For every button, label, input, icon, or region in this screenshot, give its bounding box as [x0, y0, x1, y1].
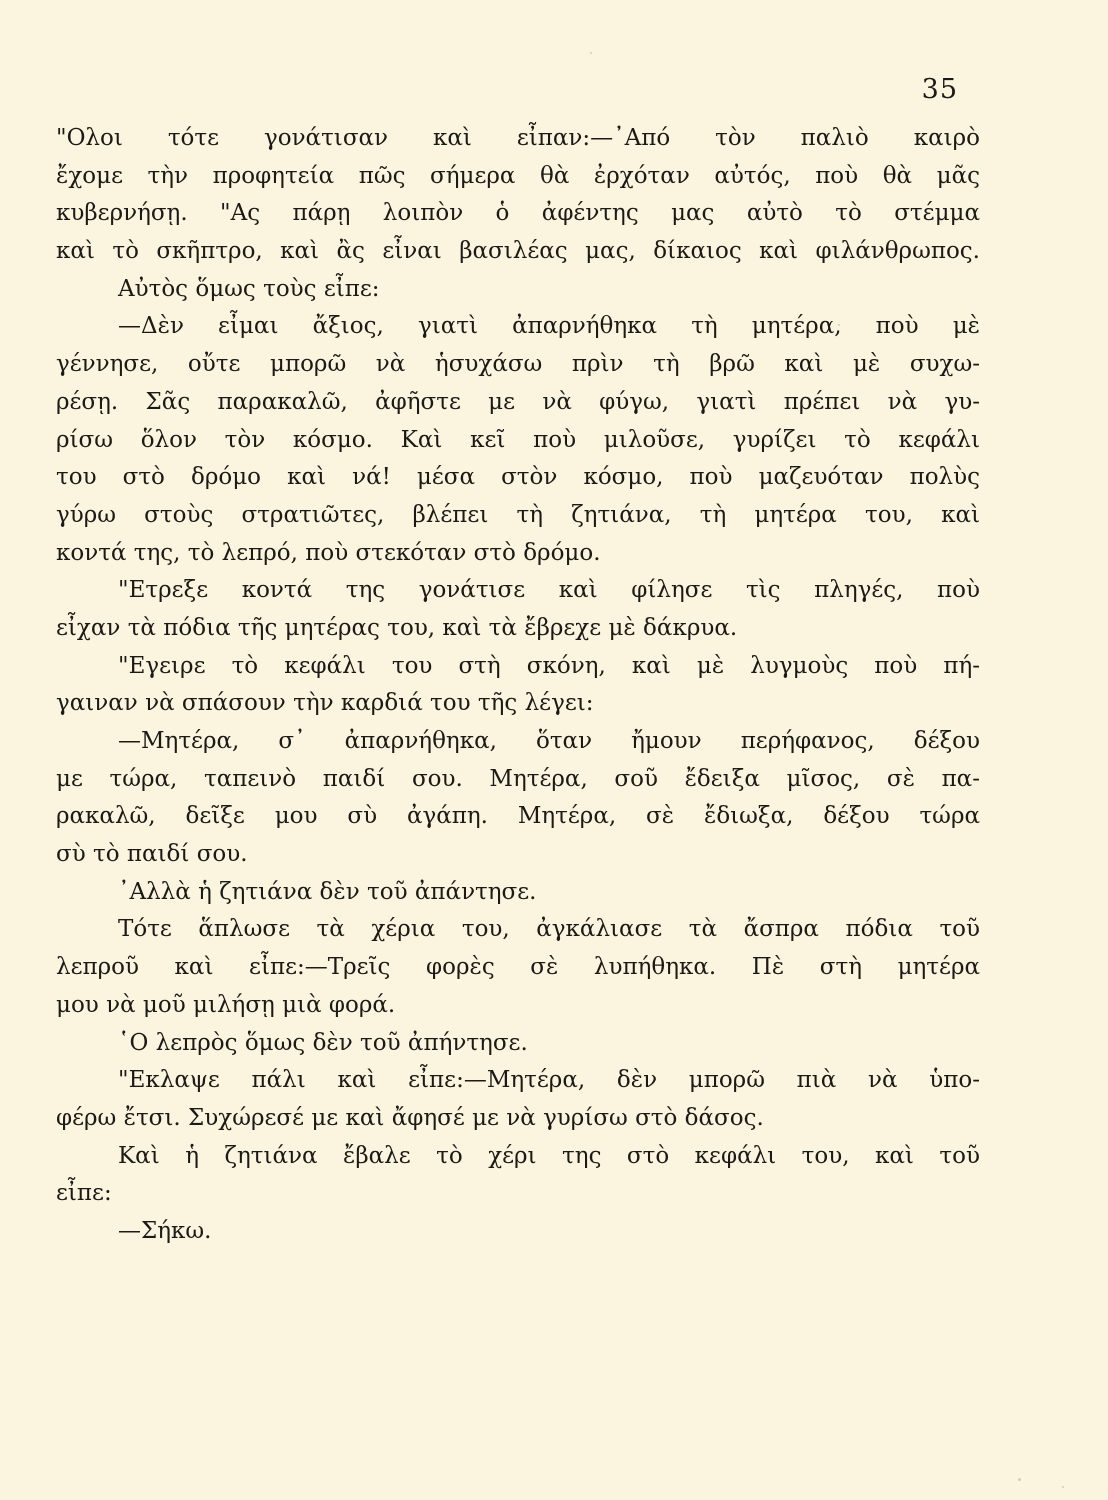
text-line: "Εκλαψε πάλι καὶ εἶπε:—Μητέρα, δὲν μπορῶ πιὰ νὰ ὑπο-	[118, 1067, 980, 1094]
text-line: γύρω στοὺς στρατιῶτες, βλέπει τὴ ζητιάνα, τὴ μητέρα του, καὶ	[56, 501, 980, 528]
text-line: "Ολοι τότε γονάτισαν καὶ εἶπαν:—᾿Από τὸν παλιὸ καιρὸ	[56, 125, 980, 151]
text-line: λεπροῦ καὶ εἶπε:—Τρεῖς φορὲς σὲ λυπήθηκα. Πὲ στὴ μητέρα	[56, 954, 980, 981]
text-line: εἶχαν τὰ πόδια τῆς μητέρας του, καὶ τὰ ἔβρεχε μὲ δάκρυα.	[56, 614, 738, 641]
paper-speck	[590, 52, 592, 54]
text-line: καὶ τὸ σκῆπτρο, καὶ ἂς εἶναι βασιλέας μας, δίκαιος καὶ φιλάνθρωπος.	[56, 238, 980, 265]
text-line: Καὶ ἡ ζητιάνα ἔβαλε τὸ χέρι της στὸ κεφάλι του, καὶ τοῦ	[118, 1142, 980, 1169]
text-line: σὺ τὸ παιδί σου.	[56, 841, 248, 868]
body-text	[56, 120, 980, 1251]
text-line: —Δὲν εἶμαι ἄξιος, γιατὶ ἀπαρνήθηκα τὴ μητέρα, ποὺ μὲ	[118, 313, 980, 340]
text-line: του στὸ δρόμο καὶ νά! μέσα στὸν κόσμο, ποὺ μαζευόταν πολὺς	[56, 464, 980, 491]
text-line: ἔχομε τὴν προφητεία πῶς σήμερα θὰ ἐρχόταν αὐτός, ποὺ θὰ μᾶς	[56, 162, 980, 189]
text-line: κοντά της, τὸ λεπρό, ποὺ στεκόταν στὸ δρόμο.	[56, 539, 601, 566]
paper-speck	[838, 324, 840, 326]
text-line: ῾Ο λεπρὸς ὅμως δὲν τοῦ ἀπήντησε.	[118, 1029, 528, 1056]
text-line: με τώρα, ταπεινὸ παιδί σου. Μητέρα, σοῦ ἔδειξα μῖσος, σὲ πα-	[56, 765, 980, 792]
text-line: —Μητέρα, σ᾿ ἀπαρνήθηκα, ὅταν ἤμουν περήφανος, δέξου	[118, 728, 980, 754]
text-line: ρίσω ὅλον τὸν κόσμο. Καὶ κεῖ ποὺ μιλοῦσε, γυρίζει τὸ κεφάλι	[56, 426, 980, 453]
text-line: —Σήκω.	[118, 1217, 212, 1244]
text-line: ᾿Αλλὰ ἡ ζητιάνα δὲν τοῦ ἀπάντησε.	[118, 878, 537, 905]
text-line: γαιναν νὰ σπάσουν τὴν καρδιά του τῆς λέγει:	[56, 690, 594, 717]
text-line: εἶπε:	[56, 1180, 112, 1207]
text-line: Αὐτὸς ὅμως τοὺς εἶπε:	[118, 275, 380, 302]
paper-speck	[1018, 1478, 1021, 1481]
text-line: Τότε ἅπλωσε τὰ χέρια του, ἀγκάλιασε τὰ ἄσπρα πόδια τοῦ	[118, 916, 980, 943]
text-line: μου νὰ μοῦ μιλήσῃ μιὰ φορά.	[56, 991, 396, 1018]
text-line: "Εγειρε τὸ κεφάλι του στὴ σκόνη, καὶ μὲ λυγμοὺς ποὺ πή-	[118, 652, 980, 679]
page-number: 35	[921, 74, 958, 105]
paper-speck	[1062, 1486, 1064, 1488]
text-line: "Ετρεξε κοντά της γονάτισε καὶ φίλησε τὶς πληγές, ποὺ	[118, 577, 980, 604]
text-line: κυβερνήσῃ. "Ας πάρῃ λοιπὸν ὁ ἀφέντης μας αὐτὸ τὸ στέμμα	[56, 200, 980, 227]
text-line: φέρω ἔτσι. Συχώρεσέ με καὶ ἄφησέ με νὰ γυρίσω στὸ δάσος.	[56, 1104, 764, 1131]
text-line: ρακαλῶ, δεῖξε μου σὺ ἀγάπη. Μητέρα, σὲ ἔδιωξα, δέξου τώρα	[56, 803, 980, 830]
text-line: γέννησε, οὔτε μπορῶ νὰ ἡσυχάσω πρὶν τὴ βρῶ καὶ μὲ συχω-	[56, 351, 980, 378]
text-line: ρέσῃ. Σᾶς παρακαλῶ, ἀφῆστε με νὰ φύγω, γιατὶ πρέπει νὰ γυ-	[56, 388, 980, 415]
